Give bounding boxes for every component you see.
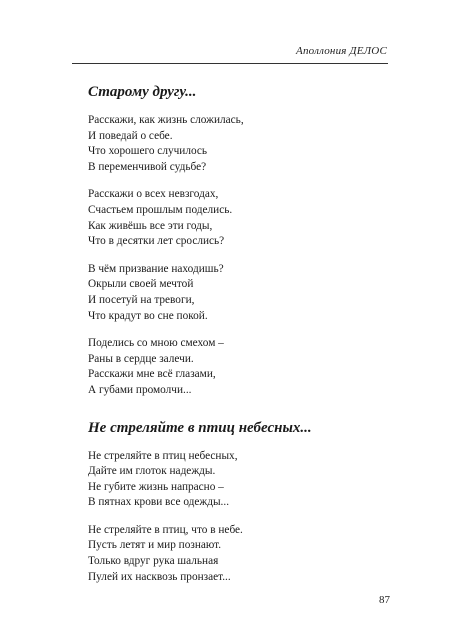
- verse-line: Пулей их насквозь пронзает...: [88, 570, 231, 583]
- verse-line: Счастьем прошлым поделись.: [88, 203, 233, 216]
- page-content: [88, 80, 378, 585]
- verse-line: В чём призвание находишь?: [88, 262, 224, 275]
- stanza: [88, 336, 378, 398]
- verse-line: Пусть летят и мир познают.: [88, 539, 222, 552]
- verse-line: В переменчивой судьбе?: [88, 160, 207, 173]
- verse-line: Раны в сердце залечи.: [88, 352, 194, 365]
- verse-line: И поведай о себе.: [88, 129, 173, 142]
- verse-line: Как живёшь все эти годы,: [88, 219, 213, 232]
- verse-line: Расскажи, как жизнь сложилась,: [88, 114, 244, 126]
- stanza: [88, 262, 378, 324]
- verse-line: Не губите жизнь напрасно –: [88, 480, 224, 493]
- running-head: Аполлония ДЕЛОС: [296, 45, 387, 57]
- header-rule: [72, 63, 388, 64]
- stanza: [88, 187, 378, 249]
- verse-line: Что в десятки лет срослись?: [88, 235, 225, 248]
- verse-line: А губами промолчи...: [88, 383, 192, 396]
- verse-line: Не стреляйте в птиц небесных,: [88, 449, 238, 462]
- page-number: 87: [379, 594, 390, 606]
- verse-line: И посетуй на тревоги,: [88, 293, 195, 306]
- stanza: [88, 113, 378, 175]
- verse-line: Что хорошего случилось: [88, 145, 208, 158]
- verse-line: Поделись со мною смехом –: [88, 337, 224, 350]
- verse-line: Только вдруг рука шальная: [88, 555, 219, 568]
- poem-title: Старому другу...: [88, 84, 197, 100]
- verse-line: Расскажи о всех невзгодах,: [88, 188, 219, 201]
- stanza: [88, 523, 378, 585]
- poem: [88, 82, 378, 399]
- stanza: [88, 449, 378, 511]
- verse-line: В пятнах крови все одежды...: [88, 496, 230, 509]
- verse-line: Окрыли своей мечтой: [88, 278, 194, 291]
- verse-line: Расскажи мне всё глазами,: [88, 368, 216, 381]
- verse-line: Не стреляйте в птиц, что в небе.: [88, 523, 243, 536]
- poem: [88, 418, 378, 586]
- verse-line: Дайте им глоток надежды.: [88, 465, 216, 478]
- poem-title: Не стреляйте в птиц небесных...: [88, 419, 312, 436]
- verse-line: Что крадут во сне покой.: [88, 309, 208, 322]
